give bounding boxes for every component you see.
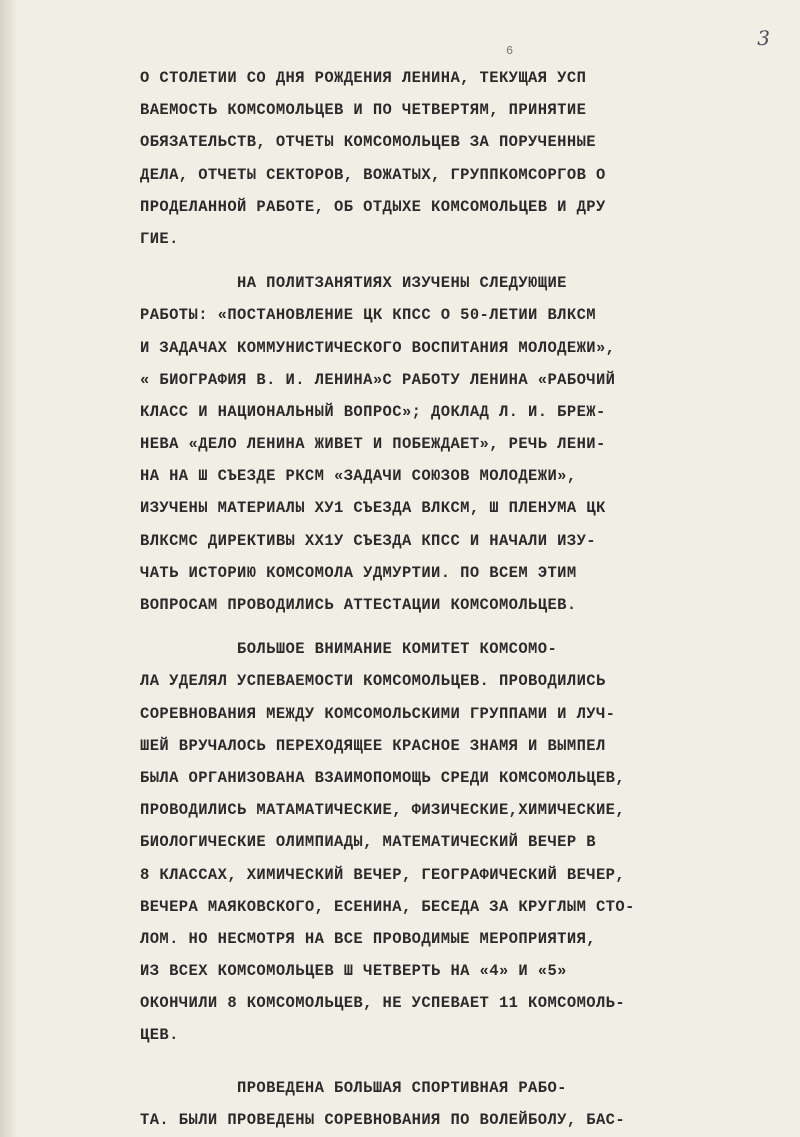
text-line: НЕВА «ДЕЛО ЛЕНИНА ЖИВЕТ И ПОБЕЖДАЕТ», РЕЧЬ ЛЕНИ-: [140, 435, 606, 454]
page-number: 3: [757, 26, 770, 50]
text-line: ИЗУЧЕНЫ МАТЕРИАЛЫ ХУ1 СЪЕЗДА ВЛКСМ, Ш ПЛЕНУМА ЦК: [140, 499, 606, 518]
text-line: НА ПОЛИТЗАНЯТИЯХ ИЗУЧЕНЫ СЛЕДУЮЩИЕ: [140, 274, 567, 293]
text-line: ВОПРОСАМ ПРОВОДИЛИСЬ АТТЕСТАЦИИ КОМСОМОЛЬЦЕВ.: [140, 596, 577, 614]
text-line: ИЗ ВСЕХ КОМСОМОЛЬЦЕВ Ш ЧЕТВЕРТЬ НА «4» И «5»: [140, 962, 567, 981]
text-line: ВЛКСМС ДИРЕКТИВЫ ХХ1У СЪЕЗДА КПСС И НАЧАЛИ ИЗУ-: [140, 531, 596, 550]
text-line: ТА. БЫЛИ ПРОВЕДЕНЫ СОРЕВНОВАНИЯ ПО ВОЛЕЙБОЛУ, БАС-: [140, 1110, 626, 1129]
text-line: КЛАСС И НАЦИОНАЛЬНЫЙ ВОПРОС»; ДОКЛАД Л. И. БРЕЖ-: [140, 402, 606, 421]
text-line: ЛОМ. НО НЕСМОТРЯ НА ВСЕ ПРОВОДИМЫЕ МЕРОПРИЯТИЯ,: [140, 929, 596, 948]
text-line: ЧАТЬ ИСТОРИЮ КОМСОМОЛА УДМУРТИИ. ПО ВСЕМ ЭТИМ: [140, 563, 577, 582]
paragraph-3: [140, 633, 680, 1051]
paragraph-gap: [140, 255, 680, 267]
paragraph-4: [140, 1072, 680, 1136]
margin-mark: 6: [506, 44, 514, 58]
text-line: ПРОВОДИЛИСЬ МАТАМАТИЧЕСКИЕ, ФИЗИЧЕСКИЕ,ХИМИЧЕСКИЕ,: [140, 801, 626, 820]
paragraph-gap: [140, 1052, 680, 1072]
text-line: ОКОНЧИЛИ 8 КОМСОМОЛЬЦЕВ, НЕ УСПЕВАЕТ 11 КОМСОМОЛЬ-: [140, 994, 626, 1013]
text-line: БИОЛОГИЧЕСКИЕ ОЛИМПИАДЫ, МАТЕМАТИЧЕСКИЙ ВЕЧЕР В: [140, 833, 596, 852]
text-line: БЫЛА ОРГАНИЗОВАНА ВЗАИМОПОМОЩЬ СРЕДИ КОМСОМОЛЬЦЕВ,: [140, 768, 626, 787]
paragraph-2: [140, 267, 680, 621]
text-line: НА НА Ш СЪЕЗДЕ РКСМ «ЗАДАЧИ СОЮЗОВ МОЛОДЕЖИ»,: [140, 467, 577, 486]
text-line: ПРОДЕЛАННОЙ РАБОТЕ, ОБ ОТДЫХЕ КОМСОМОЛЬЦЕВ И ДРУ: [140, 197, 606, 216]
text-line: ШЕЙ ВРУЧАЛОСЬ ПЕРЕХОДЯЩЕЕ КРАСНОЕ ЗНАМЯ И ВЫМПЕЛ: [140, 736, 606, 755]
text-line: РАБОТЫ: «ПОСТАНОВЛЕНИЕ ЦК КПСС О 50-ЛЕТИИ ВЛКСМ: [140, 306, 596, 325]
text-line: ЦЕВ.: [140, 1026, 179, 1045]
text-line: ЛА УДЕЛЯЛ УСПЕВАЕМОСТИ КОМСОМОЛЬЦЕВ. ПРОВОДИЛИСЬ: [140, 672, 606, 691]
text-line: БОЛЬШОЕ ВНИМАНИЕ КОМИТЕТ КОМСОМО-: [140, 640, 558, 659]
text-line: ВЕЧЕРА МАЯКОВСКОГО, ЕСЕНИНА, БЕСЕДА ЗА КРУГЛЫМ СТО-: [140, 897, 635, 916]
text-line: ВАЕМОСТЬ КОМСОМОЛЬЦЕВ И ПО ЧЕТВЕРТЯМ, ПРИНЯТИЕ: [140, 101, 587, 120]
typewritten-text: [140, 62, 680, 1136]
text-line: ПРОВЕДЕНА БОЛЬШАЯ СПОРТИВНАЯ РАБО-: [140, 1078, 567, 1097]
text-line: И ЗАДАЧАХ КОММУНИСТИЧЕСКОГО ВОСПИТАНИЯ МОЛОДЕЖИ»,: [140, 338, 616, 357]
paragraph-gap: [140, 621, 680, 633]
paragraph-1: [140, 62, 680, 255]
text-line: ГИЕ.: [140, 229, 179, 248]
text-line: 8 КЛАССАХ, ХИМИЧЕСКИЙ ВЕЧЕР, ГЕОГРАФИЧЕСКИЙ ВЕЧЕР,: [140, 865, 626, 884]
text-line: О СТОЛЕТИИ СО ДНЯ РОЖДЕНИЯ ЛЕНИНА, ТЕКУЩАЯ УСП: [140, 69, 587, 87]
text-line: СОРЕВНОВАНИЯ МЕЖДУ КОМСОМОЛЬСКИМИ ГРУППАМИ И ЛУЧ-: [140, 704, 616, 723]
text-line: ДЕЛА, ОТЧЕТЫ СЕКТОРОВ, ВОЖАТЫХ, ГРУППКОМСОРГОВ О: [140, 165, 606, 184]
text-line: « БИОГРАФИЯ В. И. ЛЕНИНА»С РАБОТУ ЛЕНИНА «РАБОЧИЙ: [140, 370, 616, 389]
text-line: ОБЯЗАТЕЛЬСТВ, ОТЧЕТЫ КОМСОМОЛЬЦЕВ ЗА ПОРУЧЕННЫЕ: [140, 133, 596, 152]
